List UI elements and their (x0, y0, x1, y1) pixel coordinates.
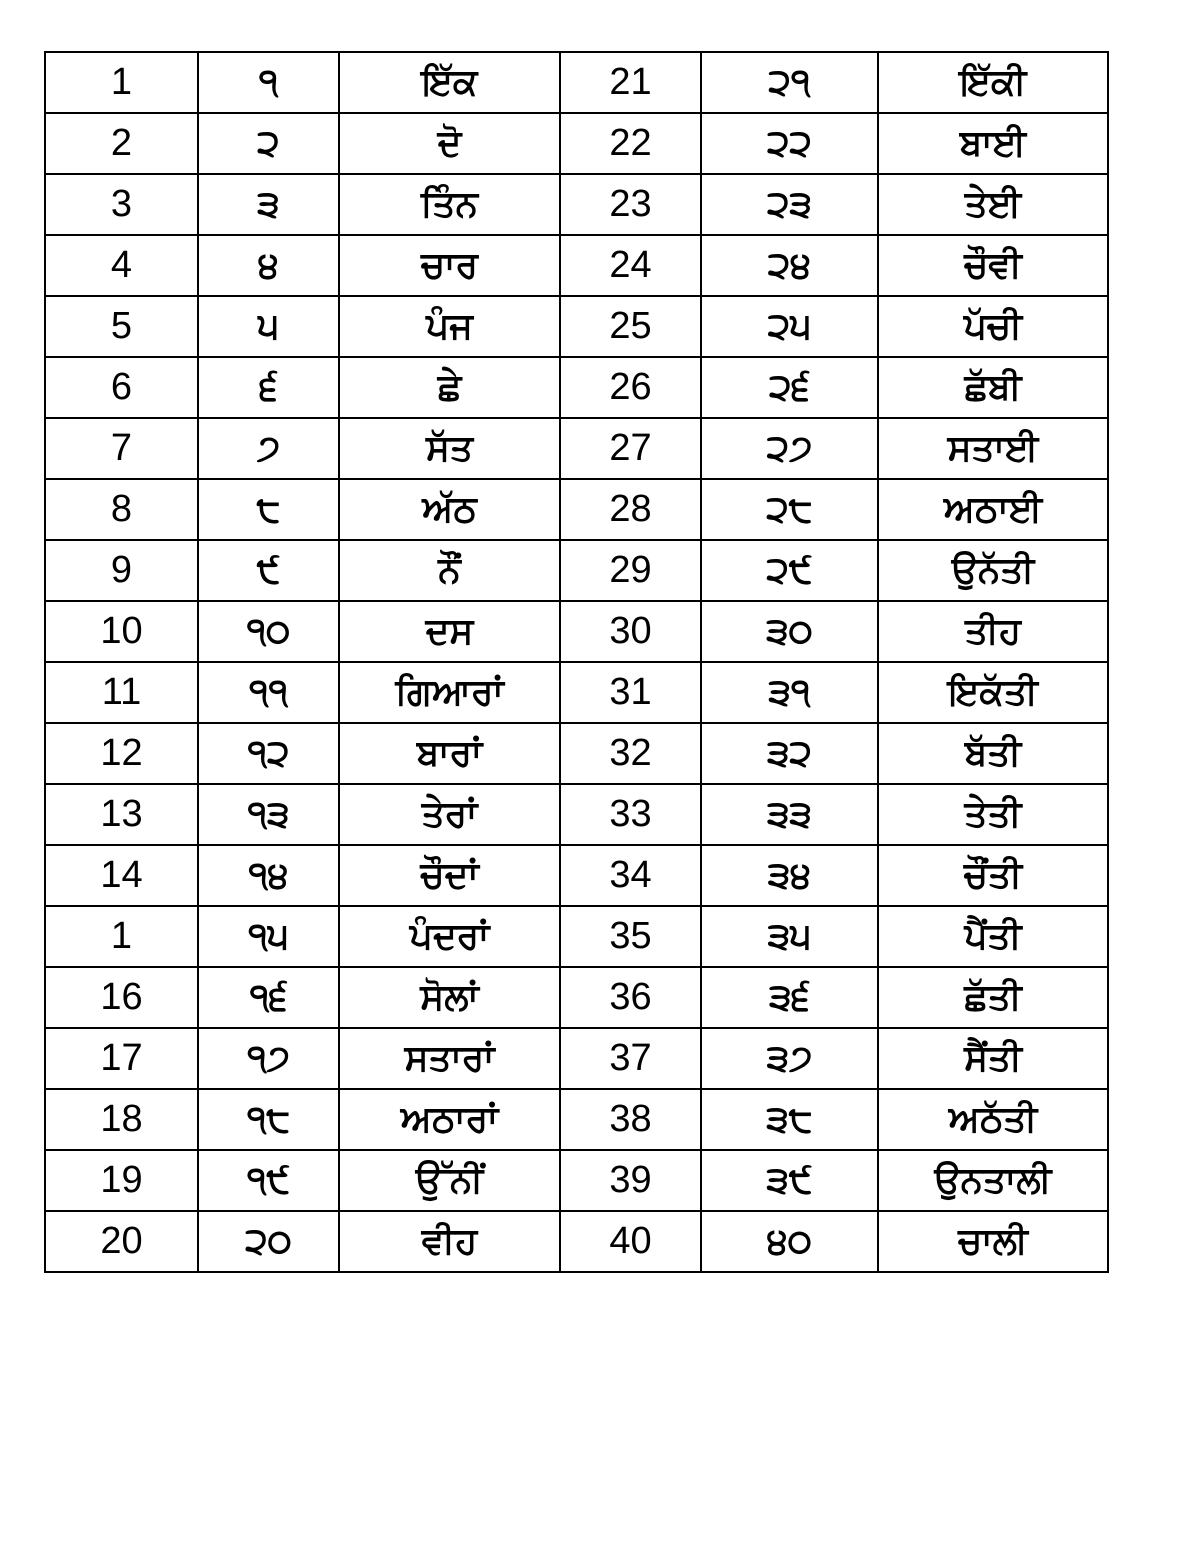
table-cell-gurmukhi-word: ਛੇ (339, 357, 560, 418)
table-row (45, 784, 1108, 845)
table-cell-arabic-numeral: 9 (45, 540, 198, 601)
table-cell-arabic-numeral: 30 (560, 601, 701, 662)
table-cell-arabic-numeral: 25 (560, 296, 701, 357)
table-row (45, 418, 1108, 479)
table-cell-arabic-numeral: 31 (560, 662, 701, 723)
table-cell-gurmukhi-numeral: ੩੦ (701, 601, 878, 662)
table-row (45, 235, 1108, 296)
table-cell-gurmukhi-numeral: ੩੮ (701, 1089, 878, 1150)
table-cell-gurmukhi-numeral: ੩੩ (701, 784, 878, 845)
table-cell-gurmukhi-numeral: ੩੧ (701, 662, 878, 723)
table-cell-arabic-numeral: 17 (45, 1028, 198, 1089)
table-cell-gurmukhi-word: ਇੱਕ (339, 52, 560, 113)
table-row (45, 845, 1108, 906)
table-cell-arabic-numeral: 3 (45, 174, 198, 235)
table-cell-gurmukhi-numeral: ੧੪ (198, 845, 339, 906)
table-cell-arabic-numeral: 5 (45, 296, 198, 357)
table-cell-gurmukhi-word: ਉਨੱਤੀ (878, 540, 1108, 601)
table-row (45, 113, 1108, 174)
table-cell-arabic-numeral: 1 (45, 906, 198, 967)
table-cell-gurmukhi-numeral: ੧੩ (198, 784, 339, 845)
table-row (45, 662, 1108, 723)
table-cell-arabic-numeral: 4 (45, 235, 198, 296)
table-cell-gurmukhi-numeral: ੨੬ (701, 357, 878, 418)
table-cell-gurmukhi-word: ਤੀਹ (878, 601, 1108, 662)
table-cell-arabic-numeral: 1 (45, 52, 198, 113)
table-cell-arabic-numeral: 13 (45, 784, 198, 845)
table-cell-gurmukhi-numeral: ੨੧ (701, 52, 878, 113)
table-cell-gurmukhi-numeral: ੧ (198, 52, 339, 113)
table-cell-gurmukhi-numeral: ੨੨ (701, 113, 878, 174)
table-cell-arabic-numeral: 23 (560, 174, 701, 235)
table-body (45, 52, 1108, 1272)
table-cell-gurmukhi-word: ਛੱਬੀ (878, 357, 1108, 418)
table-cell-gurmukhi-numeral: ੧੫ (198, 906, 339, 967)
table-cell-gurmukhi-numeral: ੪ (198, 235, 339, 296)
table-cell-gurmukhi-numeral: ੩੨ (701, 723, 878, 784)
table-cell-arabic-numeral: 20 (45, 1211, 198, 1272)
table-cell-gurmukhi-numeral: ੨੫ (701, 296, 878, 357)
table-cell-gurmukhi-numeral: ੩੬ (701, 967, 878, 1028)
table-cell-gurmukhi-numeral: ੨੦ (198, 1211, 339, 1272)
table-cell-gurmukhi-numeral: ੭ (198, 418, 339, 479)
table-cell-arabic-numeral: 26 (560, 357, 701, 418)
table-cell-arabic-numeral: 6 (45, 357, 198, 418)
table-cell-gurmukhi-word: ਤੇਤੀ (878, 784, 1108, 845)
table-cell-gurmukhi-word: ਅਠਾਰਾਂ (339, 1089, 560, 1150)
table-cell-arabic-numeral: 35 (560, 906, 701, 967)
table-cell-gurmukhi-word: ਚੌਦਾਂ (339, 845, 560, 906)
table-cell-arabic-numeral: 33 (560, 784, 701, 845)
table-cell-gurmukhi-word: ਬਾਈ (878, 113, 1108, 174)
table-cell-arabic-numeral: 28 (560, 479, 701, 540)
table-cell-gurmukhi-numeral: ੩੫ (701, 906, 878, 967)
table-cell-arabic-numeral: 21 (560, 52, 701, 113)
table-cell-gurmukhi-numeral: ੨੩ (701, 174, 878, 235)
table-cell-arabic-numeral: 11 (45, 662, 198, 723)
table-cell-gurmukhi-word: ਬੱਤੀ (878, 723, 1108, 784)
table-cell-gurmukhi-numeral: ੧੯ (198, 1150, 339, 1211)
table-row (45, 1150, 1108, 1211)
table-cell-gurmukhi-word: ਉਨਤਾਲੀ (878, 1150, 1108, 1211)
table-cell-gurmukhi-word: ਅੱਠ (339, 479, 560, 540)
table-cell-arabic-numeral: 38 (560, 1089, 701, 1150)
table-row (45, 357, 1108, 418)
table-cell-gurmukhi-word: ਸੱਤ (339, 418, 560, 479)
table-cell-gurmukhi-numeral: ੨੭ (701, 418, 878, 479)
table-cell-arabic-numeral: 27 (560, 418, 701, 479)
table-cell-gurmukhi-word: ਸੋਲਾਂ (339, 967, 560, 1028)
table-cell-gurmukhi-numeral: ੨੮ (701, 479, 878, 540)
table-cell-gurmukhi-numeral: ੨੯ (701, 540, 878, 601)
table-cell-gurmukhi-word: ਤਿੰਨ (339, 174, 560, 235)
table-cell-gurmukhi-word: ਛੱਤੀ (878, 967, 1108, 1028)
table-cell-gurmukhi-word: ਇਕੱਤੀ (878, 662, 1108, 723)
table-cell-gurmukhi-numeral: ੬ (198, 357, 339, 418)
table-cell-gurmukhi-word: ਚਾਰ (339, 235, 560, 296)
table-row (45, 967, 1108, 1028)
table-cell-gurmukhi-numeral: ੨ (198, 113, 339, 174)
table-row (45, 1028, 1108, 1089)
table-cell-gurmukhi-numeral: ੮ (198, 479, 339, 540)
table-cell-gurmukhi-numeral: ੩ (198, 174, 339, 235)
table-cell-gurmukhi-word: ਸਤਾਈ (878, 418, 1108, 479)
table-cell-gurmukhi-word: ਤੇਰਾਂ (339, 784, 560, 845)
table-cell-arabic-numeral: 22 (560, 113, 701, 174)
table-cell-gurmukhi-word: ਪੈਂਤੀ (878, 906, 1108, 967)
punjabi-numbers-table (44, 51, 1109, 1273)
table-cell-gurmukhi-numeral: ੩੪ (701, 845, 878, 906)
table-cell-gurmukhi-numeral: ੧੬ (198, 967, 339, 1028)
table-row (45, 174, 1108, 235)
table-cell-gurmukhi-word: ਗਿਆਰਾਂ (339, 662, 560, 723)
table-row (45, 1211, 1108, 1272)
table-cell-gurmukhi-word: ਪੰਦਰਾਂ (339, 906, 560, 967)
table-row (45, 906, 1108, 967)
table-cell-arabic-numeral: 18 (45, 1089, 198, 1150)
table-cell-arabic-numeral: 14 (45, 845, 198, 906)
table-cell-arabic-numeral: 2 (45, 113, 198, 174)
table-cell-arabic-numeral: 40 (560, 1211, 701, 1272)
table-cell-gurmukhi-numeral: ੧੨ (198, 723, 339, 784)
table-cell-arabic-numeral: 24 (560, 235, 701, 296)
table-cell-gurmukhi-numeral: ੧੦ (198, 601, 339, 662)
table-cell-gurmukhi-numeral: ੩੭ (701, 1028, 878, 1089)
table-cell-gurmukhi-numeral: ੯ (198, 540, 339, 601)
table-cell-gurmukhi-word: ਅਠਾਈ (878, 479, 1108, 540)
table-row (45, 540, 1108, 601)
table-cell-arabic-numeral: 10 (45, 601, 198, 662)
table-row (45, 723, 1108, 784)
table-row (45, 296, 1108, 357)
table-cell-arabic-numeral: 8 (45, 479, 198, 540)
table-cell-gurmukhi-word: ਬਾਰਾਂ (339, 723, 560, 784)
table-cell-gurmukhi-numeral: ੧੭ (198, 1028, 339, 1089)
table-cell-gurmukhi-word: ਪੱਚੀ (878, 296, 1108, 357)
table-cell-arabic-numeral: 37 (560, 1028, 701, 1089)
table-cell-gurmukhi-word: ਅਠੱਤੀ (878, 1089, 1108, 1150)
table-cell-arabic-numeral: 32 (560, 723, 701, 784)
table-cell-gurmukhi-word: ਚੌਂਤੀ (878, 845, 1108, 906)
table-cell-gurmukhi-numeral: ੫ (198, 296, 339, 357)
table-cell-gurmukhi-word: ਤੇਈ (878, 174, 1108, 235)
table-cell-arabic-numeral: 29 (560, 540, 701, 601)
table-row (45, 1089, 1108, 1150)
table-cell-arabic-numeral: 7 (45, 418, 198, 479)
table-cell-arabic-numeral: 16 (45, 967, 198, 1028)
table-cell-arabic-numeral: 12 (45, 723, 198, 784)
table-cell-gurmukhi-word: ਚਾਲੀ (878, 1211, 1108, 1272)
table-cell-gurmukhi-word: ਪੰਜ (339, 296, 560, 357)
table-cell-arabic-numeral: 39 (560, 1150, 701, 1211)
table-row (45, 52, 1108, 113)
table-cell-gurmukhi-word: ਦੋ (339, 113, 560, 174)
table-cell-gurmukhi-numeral: ੧੮ (198, 1089, 339, 1150)
table-cell-gurmukhi-word: ਸਤਾਰਾਂ (339, 1028, 560, 1089)
table-cell-arabic-numeral: 36 (560, 967, 701, 1028)
table-cell-gurmukhi-numeral: ੨੪ (701, 235, 878, 296)
table-cell-arabic-numeral: 19 (45, 1150, 198, 1211)
table-cell-gurmukhi-word: ਦਸ (339, 601, 560, 662)
table-cell-gurmukhi-word: ਨੌਂ (339, 540, 560, 601)
table-cell-gurmukhi-word: ਇੱਕੀ (878, 52, 1108, 113)
table-cell-gurmukhi-word: ਸੈਂਤੀ (878, 1028, 1108, 1089)
table-cell-arabic-numeral: 34 (560, 845, 701, 906)
table-cell-gurmukhi-word: ਉੱਨੀਂ (339, 1150, 560, 1211)
table-row (45, 479, 1108, 540)
table-cell-gurmukhi-word: ਚੌਵੀ (878, 235, 1108, 296)
table-cell-gurmukhi-numeral: ੪੦ (701, 1211, 878, 1272)
table-cell-gurmukhi-numeral: ੧੧ (198, 662, 339, 723)
table-row (45, 601, 1108, 662)
table-cell-gurmukhi-numeral: ੩੯ (701, 1150, 878, 1211)
table-cell-gurmukhi-word: ਵੀਹ (339, 1211, 560, 1272)
